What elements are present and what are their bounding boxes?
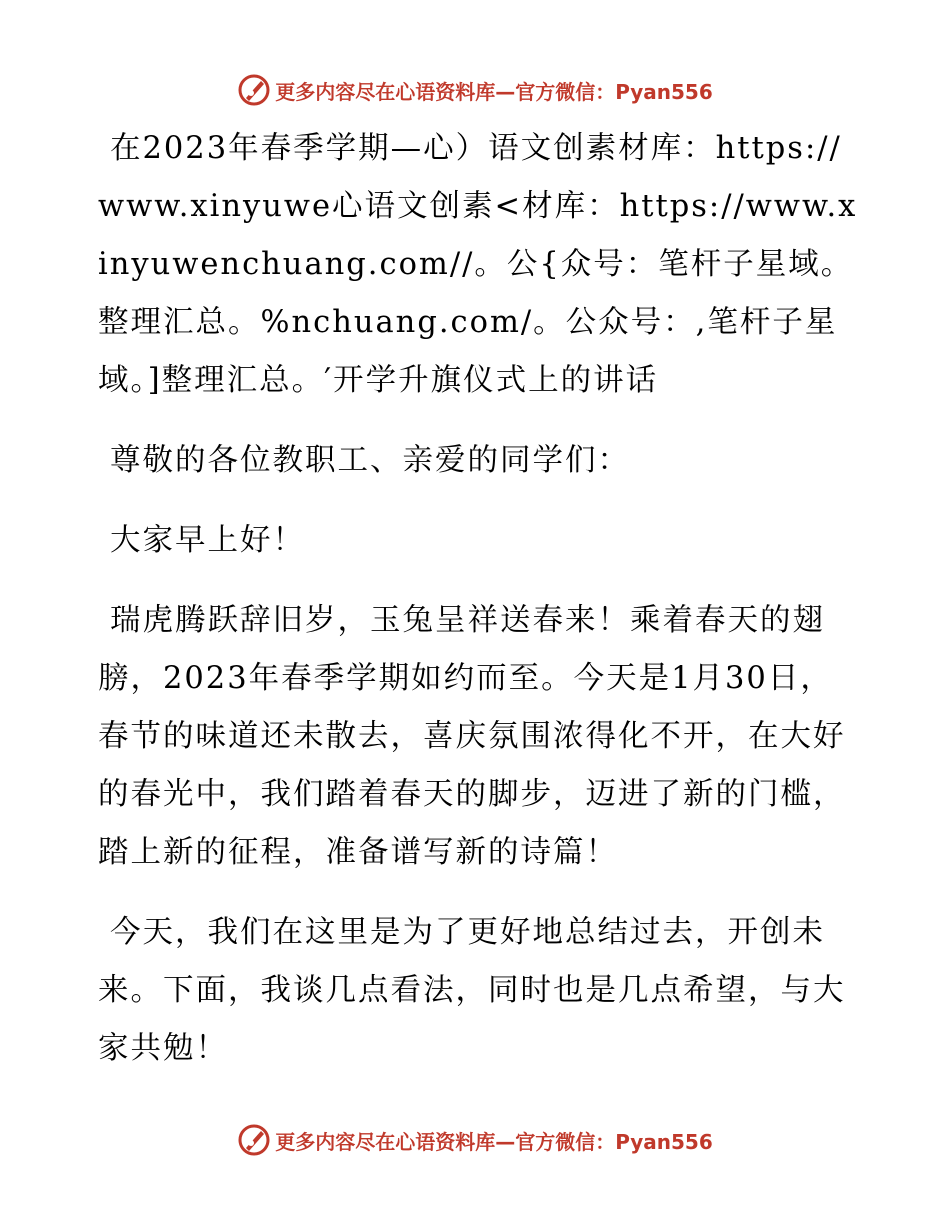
banner-text: 更多内容尽在心语资料库—官方微信：Pyan556 [275,1129,713,1154]
pen-circle-logo-icon [237,73,271,107]
paragraph-title: 在2023年春季学期—心）语文创素材库：https://www.xinyuwe心语文创素<材库：https://www.xinyuwenchuang.com//。公{众号：笔杆子星域。整理汇总。%nchuang.com/。公众号：,笔杆子星域。]整理汇总。′开学升旗仪式上的讲话 [98,131,858,398]
pen-circle-logo-icon [237,1123,271,1157]
header-banner [0,70,950,110]
banner-text: 更多内容尽在心语资料库—官方微信：Pyan556 [275,79,713,104]
document-body [98,120,858,1100]
paragraph-body-1: 瑞虎腾跃辞旧岁，玉兔呈祥送春来！乘着春天的翅膀，2023年春季学期如约而至。今天是1月30日，春节的味道还未散去，喜庆氛围浓得化不开，在大好的春光中，我们踏着春天的脚步，迈进了新的门槛，踏上新的征程，准备谱写新的诗篇！ [98,603,846,870]
paragraph-body-2: 今天，我们在这里是为了更好地总结过去，开创未来。下面，我谈几点看法，同时也是几点希望，与大家共勉！ [98,915,846,1066]
paragraph-salutation: 尊敬的各位教职工、亲爱的同学们： [110,443,630,478]
footer-banner [0,1120,950,1160]
paragraph-greeting: 大家早上好！ [110,523,305,558]
